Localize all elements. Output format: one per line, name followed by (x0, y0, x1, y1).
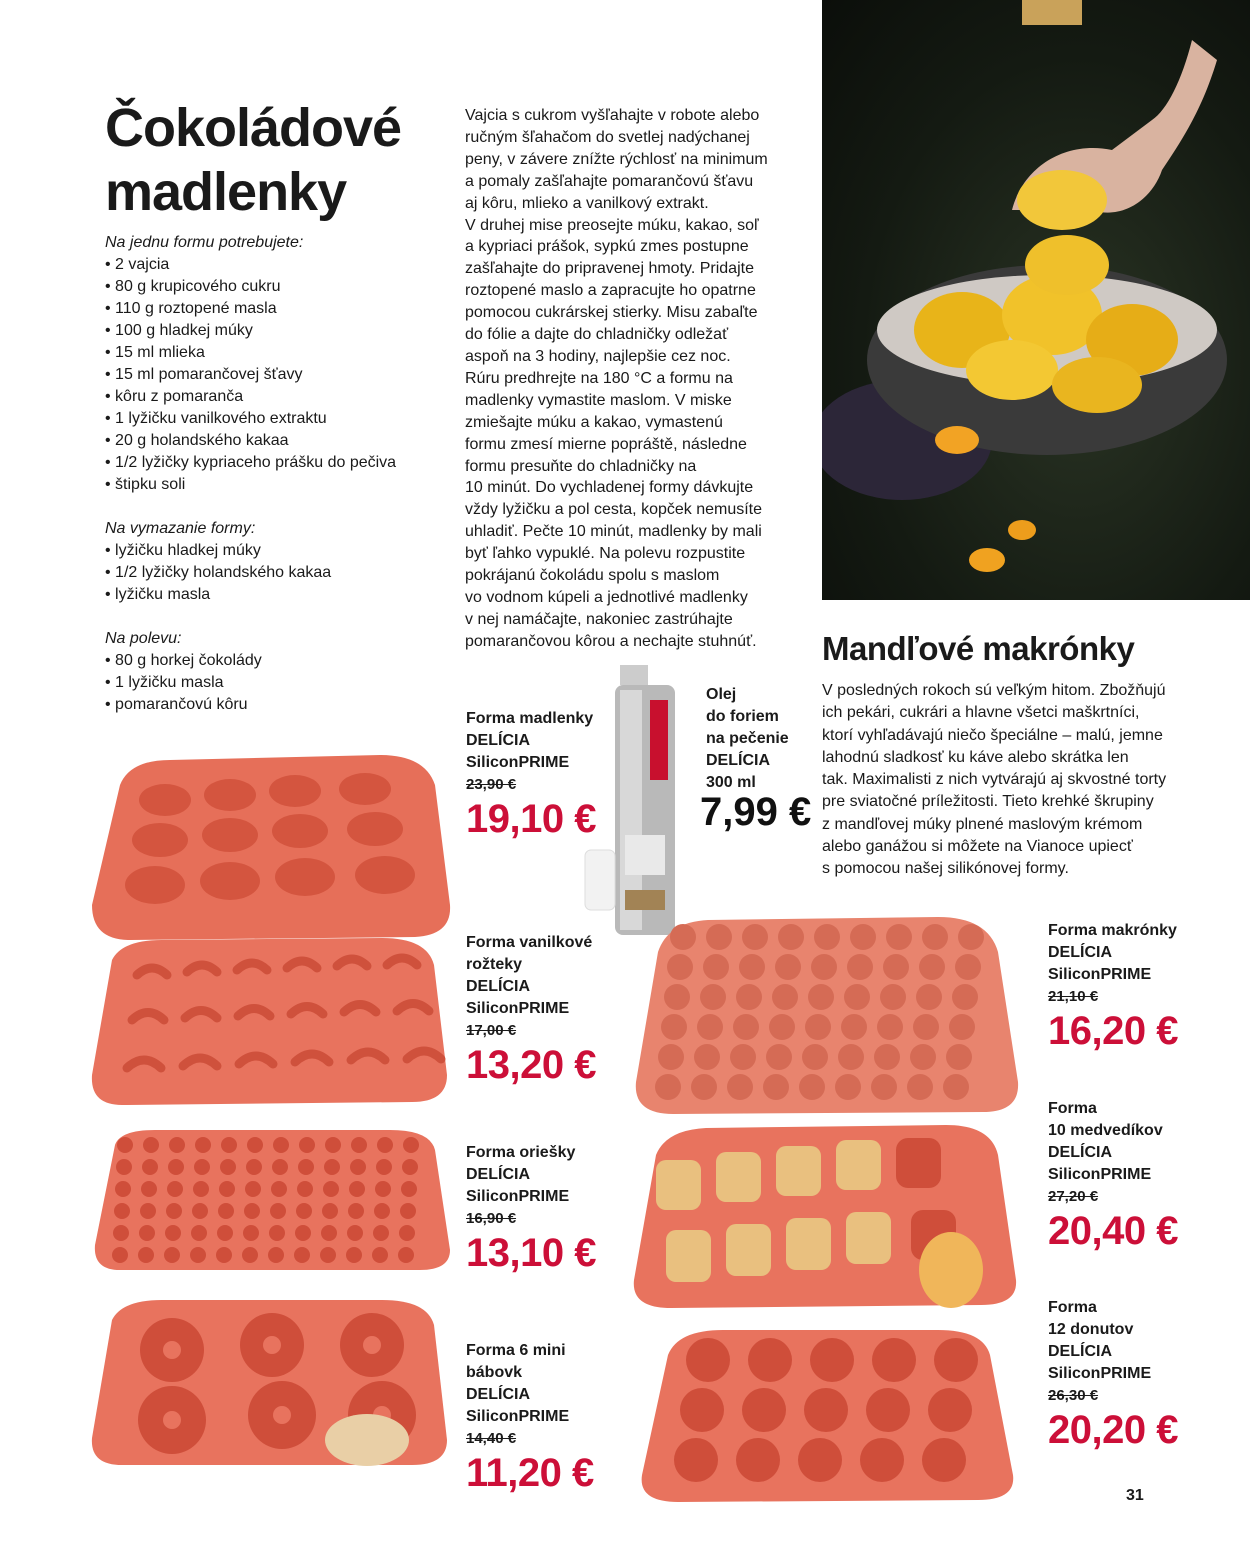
product-name-line: SiliconPRIME (466, 1408, 570, 1425)
product-name-line: bábovk (466, 1364, 523, 1381)
mold-cavity (804, 1388, 848, 1432)
mold-cavity (838, 1044, 864, 1070)
ingredient-item: • 80 g horkej čokolády (105, 650, 445, 672)
product-name-line: Forma 6 mini (466, 1342, 566, 1359)
ingredient-item: • 1/2 lyžičky kypriaceho prášku do pečiva (105, 452, 445, 474)
mold-cavity (372, 1247, 388, 1263)
product-bundt (466, 1340, 594, 1496)
product-name-line: SiliconPRIME (1048, 1365, 1152, 1382)
mold-cavity (243, 1225, 259, 1241)
method-line: v nej namáčajte, nakoniec zastrúhajte (465, 610, 733, 628)
glaze-ingredient-list (105, 650, 445, 716)
mold-cavity (928, 1388, 972, 1432)
mold-cavity (922, 1438, 966, 1482)
mold-cavity (943, 1074, 969, 1100)
mold-cavity (141, 1181, 157, 1197)
mold-cavity (778, 924, 804, 950)
ingredient-item: • lyžičku masla (105, 584, 445, 606)
mold-cavity (140, 1203, 156, 1219)
mold-cavity (324, 1159, 340, 1175)
mold-cavity (167, 1181, 183, 1197)
mold-cavity (164, 1247, 180, 1263)
mold-cavity (348, 1203, 364, 1219)
mold-cavity (814, 924, 840, 950)
mold-cavity (272, 1159, 288, 1175)
mold-cavity (350, 1159, 366, 1175)
mold-cavity (658, 1044, 684, 1070)
product-croissant (466, 932, 596, 1088)
mold-cavity (246, 1159, 262, 1175)
product-name-line: DELÍCIA (466, 1166, 530, 1183)
mold-cavity (919, 954, 945, 980)
mold-cavity (866, 1388, 910, 1432)
mold-cavity (117, 1137, 133, 1153)
mold-cavity (349, 1181, 365, 1197)
mold-cavity (811, 954, 837, 980)
old-price: 17,00 € (466, 1022, 517, 1039)
mold-cavity (400, 1203, 416, 1219)
intro-line: ktorí vyhľadávajú niečo špeciálne – malú, jemne (822, 726, 1163, 744)
mold-cavity (733, 1014, 759, 1040)
bundt-mold-image (82, 1290, 462, 1470)
method-line: pokrájanú čokoládu spolu s maslom (465, 567, 720, 585)
mold-cavity (706, 924, 732, 950)
mold-cavity (242, 1247, 258, 1263)
grease-heading: Na vymazanie formy: (105, 520, 256, 537)
page-title (105, 96, 435, 224)
mold-cavity (691, 1074, 717, 1100)
method-line: roztopené maslo a zapracujte ho opatrne (465, 282, 756, 300)
mold-cavity (808, 984, 834, 1010)
mold-cavity (346, 1247, 362, 1263)
mold-cavity (321, 1225, 337, 1241)
mold-cavity (194, 1159, 210, 1175)
method-line: Rúru predhrejte na 180 °C a formu na (465, 369, 733, 387)
mold-cavity (798, 1438, 842, 1482)
product-name-line: do foriem (706, 708, 779, 725)
method-line: vždy lyžičku a pol cesta, kopček nemusíte (465, 501, 763, 519)
mold-cavity (192, 1203, 208, 1219)
mold-cavity (886, 924, 912, 950)
intro-line: alebo ganážou si môžete na Vianoce upiecť (822, 838, 1133, 856)
product-name-line: DELÍCIA (466, 1386, 530, 1403)
mold-cavity (802, 1044, 828, 1070)
ingredient-item: • kôru z pomaranča (105, 386, 445, 408)
ingredient-item: • 1 lyžičku vanilkového extraktu (105, 408, 445, 430)
mold-cavity (700, 984, 726, 1010)
mold-cavity (952, 984, 978, 1010)
mold-cavity (294, 1247, 310, 1263)
intro-line: ich pekári, cukrári a hlavne všetci maškrtníci, (822, 704, 1140, 722)
mold-cavity (320, 1247, 336, 1263)
product-name-line: Forma (1048, 1100, 1097, 1117)
grease-ingredient-list (105, 540, 445, 606)
product-name-line: SiliconPRIME (466, 1188, 570, 1205)
mold-cavity (877, 1014, 903, 1040)
product-name-line: SiliconPRIME (466, 754, 570, 771)
product-oil (706, 684, 789, 794)
method-line: Vajcia s cukrom vyšľahajte v robote alebo (465, 107, 760, 124)
method-line: madlenky vymastite maslom. V miske (465, 391, 732, 409)
method-line: pomocou cukrárskej stierky. Misu zabaľte (465, 304, 758, 322)
method-line: formu zmesí mierne popráště, následne (465, 435, 747, 453)
mold-cavity (271, 1181, 287, 1197)
method-line: do fólie a dajte do chladničky odležať (465, 326, 729, 344)
mold-cavity (874, 1044, 900, 1070)
oil-spray-can-image (580, 660, 700, 945)
product-name-line: Forma oriešky (466, 1144, 576, 1161)
ingredient-item: • štipku soli (105, 474, 445, 496)
mold-cavity (347, 1225, 363, 1241)
mold-cavity (670, 924, 696, 950)
macaron-illustration (822, 0, 1250, 600)
ingredient-item: • 2 vajcia (105, 254, 445, 276)
mold-cavity (195, 1137, 211, 1153)
mold-cavity (166, 1203, 182, 1219)
new-price: 16,20 € (1048, 1009, 1178, 1053)
product-name-line: Forma madlenky (466, 710, 594, 727)
mold-cavity (247, 1137, 263, 1153)
mold-cavity (193, 1181, 209, 1197)
page-number: 31 (1126, 1487, 1144, 1504)
mold-cavity (375, 1181, 391, 1197)
product-name-line: DELÍCIA (1048, 944, 1112, 961)
oil-price: 7,99 € (700, 790, 812, 834)
mold-cavity (946, 1044, 972, 1070)
mold-cavity (399, 1225, 415, 1241)
mold-cavity (373, 1225, 389, 1241)
mold-cavity (703, 954, 729, 980)
intro-line: pre sviatočné príležitosti. Tieto krehké škrupiny (822, 793, 1154, 811)
mold-cavity (298, 1159, 314, 1175)
mold-cavity (766, 1044, 792, 1070)
macaron-photo (822, 0, 1250, 600)
mold-cavity (269, 1225, 285, 1241)
method-line: zmiešajte múku a kakao, vymastenú (465, 413, 723, 431)
mold-cavity (841, 1014, 867, 1040)
croissant-mold-image (82, 930, 460, 1110)
mold-cavity (142, 1159, 158, 1175)
old-price: 26,30 € (1048, 1387, 1099, 1404)
mold-cavity (295, 1225, 311, 1241)
ingredient-item: • 80 g krupicového cukru (105, 276, 445, 298)
old-price: 14,40 € (466, 1430, 517, 1447)
mold-cavity (736, 1438, 780, 1482)
product-name-line: Forma makrónky (1048, 922, 1177, 939)
mold-cavity (742, 1388, 786, 1432)
mold-cavity (810, 1338, 854, 1382)
mold-cavity (115, 1181, 131, 1197)
mold-cavity (165, 1225, 181, 1241)
mold-cavity (680, 1388, 724, 1432)
ingredient-item: • 100 g hladkej múky (105, 320, 445, 342)
mold-cavity (667, 954, 693, 980)
ingredient-item: • 20 g holandského kakaa (105, 430, 445, 452)
mold-cavity (297, 1181, 313, 1197)
method-line: aspoň na 3 hodiny, najlepšie cez noc. (465, 347, 731, 365)
product-name-line: DELÍCIA (706, 752, 770, 769)
product-name-line: rožteky (466, 956, 523, 973)
intro-line: tak. Maximalisti z nich vytvárajú aj skvostné torty (822, 771, 1167, 789)
mold-cavity (799, 1074, 825, 1100)
mold-cavity (686, 1338, 730, 1382)
mold-cavity (847, 954, 873, 980)
product-bear-mold (1048, 1098, 1178, 1254)
mold-cavity (191, 1225, 207, 1241)
mold-cavity (661, 1014, 687, 1040)
mold-heading: Na jednu formu potrebujete: (105, 234, 304, 251)
mold-cavity (835, 1074, 861, 1100)
mold-cavity (739, 954, 765, 980)
mold-cavity (218, 1203, 234, 1219)
macarons-title: Mandľové makrónky (822, 630, 1135, 667)
macaron-mold-image (628, 912, 1028, 1117)
mold-cavity (374, 1203, 390, 1219)
new-price: 19,10 € (466, 797, 596, 841)
mold-cavity (769, 1014, 795, 1040)
mold-cavity (872, 1338, 916, 1382)
macarons-intro (822, 680, 1222, 881)
mold-cavity (871, 1074, 897, 1100)
mold-cavity (775, 954, 801, 980)
method-line: pomarančovou kôrou a nechajte stuhnúť. (465, 632, 757, 650)
new-price: 13,20 € (466, 1043, 596, 1087)
product-nuts (466, 1142, 596, 1276)
ingredient-item: • 15 ml pomarančovej šťavy (105, 364, 445, 386)
product-name-line: 300 ml (706, 774, 756, 791)
mold-cavity (805, 1014, 831, 1040)
method-line: a kypriaci prášok, sypkú zmes postupne (465, 238, 749, 256)
mold-cavity (116, 1159, 132, 1175)
mold-cavity (322, 1203, 338, 1219)
mold-cavity (916, 984, 942, 1010)
method-line: V druhej mise preosejte múku, kakao, soľ (465, 216, 759, 234)
mold-cavity (860, 1438, 904, 1482)
product-name-line: DELÍCIA (1048, 1144, 1112, 1161)
ingredient-item: • 1 lyžičku masla (105, 672, 445, 694)
old-price: 27,20 € (1048, 1188, 1099, 1205)
product-name-line: SiliconPRIME (466, 1000, 570, 1017)
mold-cavity (922, 924, 948, 950)
product-name-line: DELÍCIA (466, 978, 530, 995)
mold-cavity (139, 1225, 155, 1241)
mold-cavity (169, 1137, 185, 1153)
mold-cavity (221, 1137, 237, 1153)
method-line: 10 minút. Do vychladenej formy dávkujte (465, 479, 754, 497)
method-line: formu presuňte do chladničky na (465, 457, 697, 475)
mold-cavity (245, 1181, 261, 1197)
mold-cavity (934, 1338, 978, 1382)
mold-cavity (763, 1074, 789, 1100)
intro-line: V posledných rokoch sú veľkým hitom. Zbožňujú (822, 682, 1166, 699)
mold-cavity (664, 984, 690, 1010)
mold-cavity (955, 954, 981, 980)
mold-cavity (697, 1014, 723, 1040)
mold-cavity (730, 1044, 756, 1070)
mold-cavity (742, 924, 768, 950)
method-text (465, 105, 795, 653)
product-name-line: SiliconPRIME (1048, 966, 1152, 983)
mold-cavity (114, 1203, 130, 1219)
mold-cavity (850, 924, 876, 950)
ingredient-item: • 110 g roztopené masla (105, 298, 445, 320)
mold-cavity (377, 1137, 393, 1153)
donut-mold-image (628, 1325, 1028, 1505)
title-line-1: Čokoládové (105, 98, 402, 158)
intro-line: s pomocou našej silikónovej formy. (822, 860, 1069, 878)
mold-cavity (268, 1247, 284, 1263)
mold-cavity (402, 1159, 418, 1175)
madeleine-mold-image (80, 745, 460, 945)
mold-cavity (299, 1137, 315, 1153)
new-price: 11,20 € (466, 1451, 594, 1495)
mold-cavity (143, 1137, 159, 1153)
mold-cavity (219, 1181, 235, 1197)
mold-cavity (772, 984, 798, 1010)
ingredient-item: • 15 ml mlieka (105, 342, 445, 364)
mold-cavity (270, 1203, 286, 1219)
method-line: a pomaly zašľahajte pomarančovú šťavu (465, 172, 754, 190)
mold-cavity (216, 1247, 232, 1263)
old-price: 16,90 € (466, 1210, 517, 1227)
mold-cavity (655, 1074, 681, 1100)
mold-cavity (907, 1074, 933, 1100)
intro-line: z mandľovej múky plnené maslovým krémom (822, 815, 1143, 833)
ingredient-item: • pomarančovú kôru (105, 694, 445, 716)
mold-cavity (168, 1159, 184, 1175)
method-line: zašľahajte do pripravenej hmoty. Pridajte (465, 260, 754, 278)
product-name-line: SiliconPRIME (1048, 1166, 1152, 1183)
mold-cavity (351, 1137, 367, 1153)
ingredient-item: • lyžičku hladkej múky (105, 540, 445, 562)
method-line: peny, v závere znížte rýchlosť na minimum (465, 150, 768, 168)
mold-cavity (190, 1247, 206, 1263)
intro-line: lahodnú sladkosť ku káve alebo skrátka len (822, 748, 1129, 766)
mold-cavity (113, 1225, 129, 1241)
mold-cavity (323, 1181, 339, 1197)
mold-cavity (112, 1247, 128, 1263)
mold-cavity (398, 1247, 414, 1263)
mold-cavity (138, 1247, 154, 1263)
product-name-line: Olej (706, 686, 737, 703)
mold-cavity (325, 1137, 341, 1153)
mold-cavity (403, 1137, 419, 1153)
mold-cavity (913, 1014, 939, 1040)
mold-cavity (376, 1159, 392, 1175)
product-donut-mold (1048, 1297, 1178, 1453)
mold-cavity (273, 1137, 289, 1153)
product-name-line: Forma (1048, 1299, 1097, 1316)
bear-mold-image (626, 1120, 1030, 1310)
product-name-line: DELÍCIA (1048, 1343, 1112, 1360)
method-line: byť ľahko vypuklé. Na polevu rozpustite (465, 545, 746, 563)
mold-cavity (958, 924, 984, 950)
method-line: uhladiť. Pečte 10 minút, madlenky by mali (465, 523, 762, 541)
mold-cavity (880, 984, 906, 1010)
method-line: vo vodnom kúpeli a jednotlivé madlenky (465, 588, 748, 606)
new-price: 13,10 € (466, 1231, 596, 1275)
mold-cavity (748, 1338, 792, 1382)
mold-cavity (674, 1438, 718, 1482)
product-macaron-mold (1048, 920, 1178, 1054)
ingredients-block (105, 232, 445, 716)
mold-cavity (727, 1074, 753, 1100)
product-name-line: Forma vanilkové (466, 934, 593, 951)
mold-cavity (401, 1181, 417, 1197)
product-name-line: na pečenie (706, 730, 789, 747)
method-line: aj kôru, mlieko a vanilkový extrakt. (465, 194, 709, 212)
product-name-line: DELÍCIA (466, 732, 530, 749)
title-line-2: madlenky (105, 162, 347, 222)
nuts-mold-image (85, 1125, 460, 1275)
product-name-line: 12 donutov (1048, 1321, 1134, 1338)
mold-cavity (949, 1014, 975, 1040)
mold-ingredient-list (105, 254, 445, 496)
mold-cavity (883, 954, 909, 980)
ingredient-item: • 1/2 lyžičky holandského kakaa (105, 562, 445, 584)
mold-cavity (844, 984, 870, 1010)
mold-cavity (296, 1203, 312, 1219)
method-line: ručným šľahačom do svetlej nadýchanej (465, 128, 750, 146)
mold-cavity (910, 1044, 936, 1070)
old-price: 23,90 € (466, 776, 517, 793)
mold-cavity (694, 1044, 720, 1070)
product-madeleine (466, 708, 596, 842)
new-price: 20,20 € (1048, 1408, 1178, 1452)
mold-cavity (736, 984, 762, 1010)
old-price: 21,10 € (1048, 988, 1099, 1005)
mold-cavity (217, 1225, 233, 1241)
glaze-heading: Na polevu: (105, 630, 182, 647)
new-price: 20,40 € (1048, 1209, 1178, 1253)
mold-cavity (244, 1203, 260, 1219)
product-name-line: 10 medvedíkov (1048, 1122, 1163, 1139)
mold-cavity (220, 1159, 236, 1175)
